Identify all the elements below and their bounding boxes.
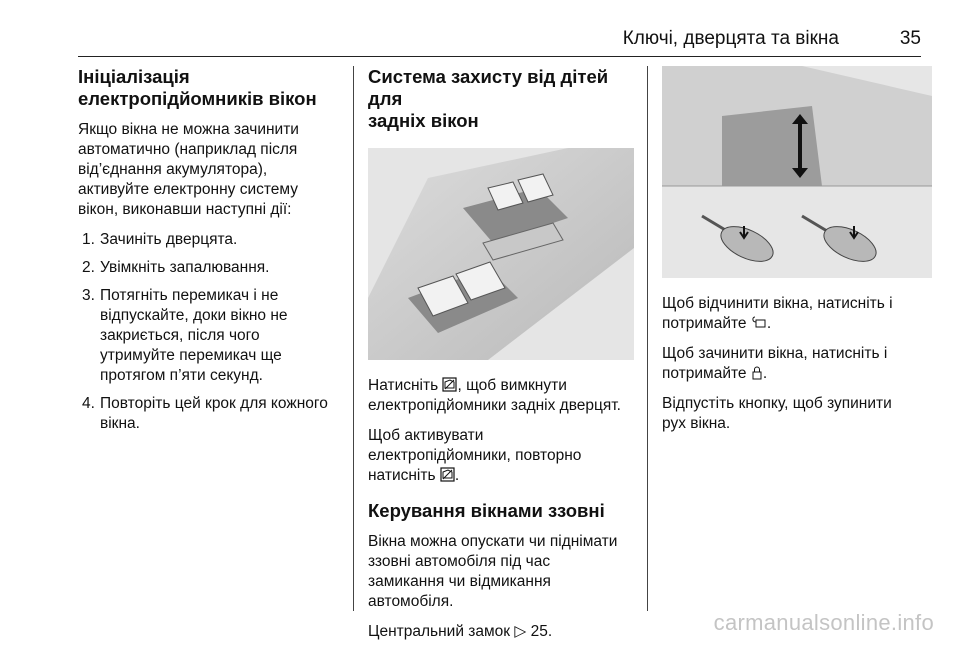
paragraph: Щоб активувати електропідйомники, повторно натисніть . [368,427,582,484]
paragraph: Вікна можна опускати чи піднімати ззовні автомобіля під час замикання чи відмикання автомобіля. [368,533,618,610]
paragraph: Щоб відчинити вікна, натисніть і потримайте . [662,295,893,332]
section-heading: Система захисту від дітей для задніх вікон [368,66,609,131]
column-divider [353,66,354,611]
lock-key-icon [751,366,763,380]
intro-paragraph: Якщо вікна не можна зачинити автоматично (наприклад після від’єднання акумулятора), активуйте електронну систему вікон, виконавши наступні дії: [78,121,299,218]
paragraph: Натисніть , щоб вимкнути електропідйомники задніх дверцят. [368,377,621,414]
running-title: Ключі, дверцята та вікна [622,28,839,49]
unlock-key-icon [751,316,767,330]
list-item: 2. Увімкніть запалювання. [82,259,270,276]
window-switch-panel-illustration [368,148,634,360]
column-1 [78,66,343,442]
paragraph: Щоб зачинити вікна, натисніть і потримайте . [662,345,888,382]
page-header [78,26,921,57]
section-heading: Ініціалізація електропідйомників вікон [78,66,317,109]
column-3 [662,66,932,444]
list-item: 3. Потягніть перемикач і не відпускайте, доки вікно не закриється, після чого утримуйте перемикач ще протягом п’яти секунд. [82,287,288,384]
column-2 [368,66,634,652]
list-item: 4. Повторіть цей крок для кожного вікна. [82,395,328,432]
steps-list [78,230,343,434]
arrow-right-icon: ▷ [514,623,527,640]
child-lock-window-icon [442,377,457,392]
column-divider [647,66,648,611]
section-heading: Керування вікнами ззовні [368,500,605,521]
list-item: 1. Зачиніть дверцята. [82,231,238,248]
page-number: 35 [899,28,921,49]
cross-reference: Центральний замок ▷ 25. [368,623,553,640]
remote-key-window-illustration [662,66,932,278]
child-lock-window-icon [440,467,455,482]
paragraph: Відпустіть кнопку, щоб зупинити рух вікна. [662,395,892,432]
watermark: carmanualsonline.info [713,610,934,635]
